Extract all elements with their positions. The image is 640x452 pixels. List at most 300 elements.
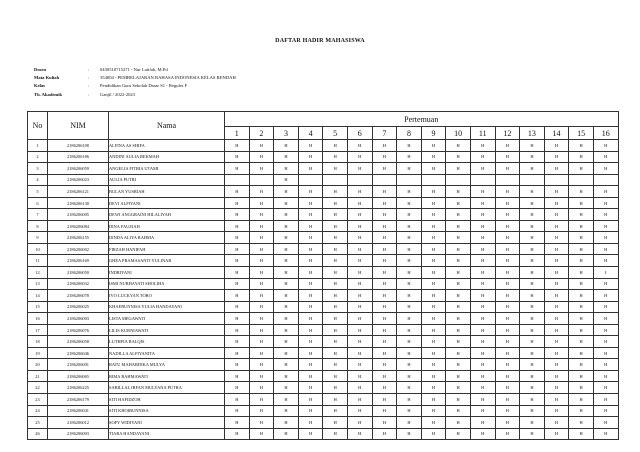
attendance-mark: H — [347, 417, 372, 429]
attendance-mark: H — [593, 405, 618, 417]
attendance-mark: H — [274, 209, 299, 221]
attendance-mark: H — [520, 324, 545, 336]
row-number: 23 — [28, 394, 48, 406]
attendance-mark: H — [397, 151, 422, 163]
attendance-mark: H — [593, 428, 618, 440]
attendance-mark: H — [347, 243, 372, 255]
attendance-mark: H — [323, 359, 348, 371]
attendance-mark: H — [421, 255, 446, 267]
attendance-mark: H — [520, 151, 545, 163]
attendance-mark: H — [249, 370, 274, 382]
row-number: 6 — [28, 197, 48, 209]
attendance-mark: H — [323, 394, 348, 406]
attendance-mark: H — [225, 220, 250, 232]
meta-row-dosen — [34, 66, 236, 74]
attendance-mark: H — [593, 290, 618, 302]
student-name: GHEA PRAMASANTI YULINAR — [109, 255, 225, 267]
attendance-mark: H — [470, 370, 495, 382]
student-name: FIRZAH HANIFAH — [109, 243, 225, 255]
attendance-mark: H — [421, 405, 446, 417]
student-name: LISTA MEGAWATI — [109, 313, 225, 325]
student-nim: 2186206023 — [48, 174, 109, 186]
attendance-mark: H — [593, 359, 618, 371]
attendance-mark: H — [225, 417, 250, 429]
attendance-mark: H — [323, 428, 348, 440]
row-number: 19 — [28, 347, 48, 359]
attendance-mark: H — [323, 220, 348, 232]
table-row — [28, 370, 619, 382]
attendance-mark: H — [298, 394, 323, 406]
table-row — [28, 278, 619, 290]
attendance-mark: H — [569, 324, 594, 336]
meeting-number: 4 — [298, 127, 323, 140]
meeting-number: 9 — [421, 127, 446, 140]
attendance-mark: H — [520, 278, 545, 290]
attendance-mark: H — [593, 324, 618, 336]
attendance-mark: H — [593, 370, 618, 382]
attendance-mark: H — [274, 405, 299, 417]
attendance-mark: H — [323, 186, 348, 198]
attendance-mark: H — [544, 347, 569, 359]
attendance-mark: H — [397, 394, 422, 406]
attendance-mark: H — [520, 243, 545, 255]
page-title: DAFTAR HADIR MAHASISWA — [275, 38, 365, 44]
student-nim: 2186206001 — [48, 359, 109, 371]
attendance-mark: H — [421, 232, 446, 244]
attendance-mark: H — [249, 278, 274, 290]
attendance-mark: H — [347, 220, 372, 232]
attendance-mark — [495, 174, 520, 186]
attendance-mark: H — [274, 186, 299, 198]
attendance-mark: H — [347, 428, 372, 440]
attendance-mark: H — [274, 151, 299, 163]
table-row — [28, 336, 619, 348]
attendance-mark: H — [323, 278, 348, 290]
meeting-number: 7 — [372, 127, 397, 140]
student-nim: 2186206078 — [48, 290, 109, 302]
student-name: DINA FAUZIAH — [109, 220, 225, 232]
attendance-mark: H — [397, 186, 422, 198]
attendance-mark: H — [544, 359, 569, 371]
student-nim: 2186206130 — [48, 197, 109, 209]
attendance-mark: H — [274, 394, 299, 406]
table-row — [28, 347, 619, 359]
attendance-mark: H — [397, 428, 422, 440]
attendance-mark: H — [397, 359, 422, 371]
attendance-mark: H — [225, 324, 250, 336]
attendance-mark: H — [470, 140, 495, 152]
attendance-mark: H — [421, 151, 446, 163]
attendance-mark: H — [323, 324, 348, 336]
attendance-mark — [323, 174, 348, 186]
meta-label: Kelas — [34, 83, 45, 89]
attendance-mark: H — [372, 163, 397, 175]
attendance-mark: H — [520, 267, 545, 279]
attendance-mark: H — [298, 428, 323, 440]
attendance-mark: H — [593, 151, 618, 163]
table-row — [28, 163, 619, 175]
attendance-mark: H — [323, 243, 348, 255]
attendance-mark: H — [323, 370, 348, 382]
student-name: SITI KHOIRUNNISA — [109, 405, 225, 417]
student-nim: 2186206108 — [48, 140, 109, 152]
attendance-mark: H — [347, 324, 372, 336]
table-row — [28, 267, 619, 279]
attendance-mark: H — [372, 394, 397, 406]
attendance-mark: H — [470, 290, 495, 302]
attendance-mark: H — [298, 220, 323, 232]
attendance-mark: H — [495, 336, 520, 348]
row-number: 1 — [28, 140, 48, 152]
attendance-mark: H — [544, 382, 569, 394]
attendance-mark: H — [397, 382, 422, 394]
attendance-mark — [593, 174, 618, 186]
header-nama: Nama — [109, 112, 225, 140]
attendance-mark: H — [569, 163, 594, 175]
attendance-mark — [446, 174, 471, 186]
attendance-mark: H — [421, 209, 446, 221]
table-row — [28, 209, 619, 221]
attendance-mark: H — [569, 359, 594, 371]
student-nim: 2186206155 — [48, 232, 109, 244]
meta-row-tahun-akademik — [34, 91, 236, 99]
attendance-mark: H — [249, 359, 274, 371]
attendance-mark: H — [397, 220, 422, 232]
meta-row-mata-kuliah — [34, 74, 236, 82]
student-nim: 2186206169 — [48, 255, 109, 267]
attendance-mark: H — [249, 220, 274, 232]
attendance-mark: H — [520, 394, 545, 406]
attendance-mark: H — [274, 255, 299, 267]
attendance-mark: H — [421, 394, 446, 406]
attendance-mark: H — [544, 267, 569, 279]
attendance-mark: H — [249, 140, 274, 152]
attendance-mark: H — [225, 382, 250, 394]
attendance-mark: H — [495, 382, 520, 394]
attendance-mark: H — [544, 220, 569, 232]
table-row — [28, 174, 619, 186]
student-nim: 2186206003 — [48, 313, 109, 325]
attendance-mark: H — [446, 255, 471, 267]
attendance-mark: H — [421, 301, 446, 313]
meeting-number: 5 — [323, 127, 348, 140]
attendance-mark: H — [446, 232, 471, 244]
attendance-mark: H — [225, 267, 250, 279]
attendance-mark: H — [421, 347, 446, 359]
attendance-mark: H — [495, 347, 520, 359]
attendance-mark: H — [470, 359, 495, 371]
attendance-mark: H — [593, 417, 618, 429]
row-number: 12 — [28, 267, 48, 279]
attendance-mark: H — [593, 347, 618, 359]
attendance-mark: H — [421, 163, 446, 175]
attendance-mark: H — [421, 370, 446, 382]
attendance-mark: H — [544, 336, 569, 348]
attendance-mark: H — [470, 428, 495, 440]
attendance-mark: H — [446, 382, 471, 394]
attendance-mark: H — [470, 394, 495, 406]
attendance-mark: H — [274, 220, 299, 232]
attendance-mark: H — [372, 209, 397, 221]
attendance-mark: H — [347, 394, 372, 406]
meta-colon: : — [88, 83, 90, 89]
student-nim: 2186206046 — [48, 347, 109, 359]
attendance-mark: H — [249, 151, 274, 163]
attendance-mark: H — [347, 347, 372, 359]
attendance-mark: H — [323, 163, 348, 175]
attendance-mark: H — [446, 290, 471, 302]
attendance-mark: H — [249, 382, 274, 394]
attendance-mark: H — [225, 186, 250, 198]
attendance-mark: H — [249, 313, 274, 325]
attendance-mark: H — [544, 255, 569, 267]
attendance-mark: H — [397, 278, 422, 290]
attendance-mark: H — [544, 324, 569, 336]
student-name: BULAN YUSRIAH — [109, 186, 225, 198]
meta-value: 0430510715271 - Nur Latifah, M.Pd — [100, 67, 168, 72]
attendance-mark: H — [569, 405, 594, 417]
attendance-mark: H — [569, 301, 594, 313]
attendance-mark: H — [593, 382, 618, 394]
attendance-mark: H — [569, 313, 594, 325]
student-name: RATU MAHARDIKA MULYA — [109, 359, 225, 371]
attendance-mark: H — [569, 428, 594, 440]
attendance-mark: H — [544, 243, 569, 255]
row-number: 3 — [28, 163, 48, 175]
table-row — [28, 417, 619, 429]
student-name: DEWI ANGGRAINI HILALIYAH — [109, 209, 225, 221]
attendance-mark: H — [593, 255, 618, 267]
attendance-mark: H — [323, 267, 348, 279]
attendance-mark: H — [569, 220, 594, 232]
attendance-mark: H — [372, 301, 397, 313]
row-number: 20 — [28, 359, 48, 371]
attendance-mark: H — [298, 243, 323, 255]
meeting-number: 13 — [520, 127, 545, 140]
attendance-mark: H — [446, 313, 471, 325]
attendance-mark: H — [274, 417, 299, 429]
attendance-mark: H — [569, 290, 594, 302]
attendance-mark: H — [470, 220, 495, 232]
attendance-mark: H — [520, 301, 545, 313]
attendance-mark: H — [520, 417, 545, 429]
table-row — [28, 232, 619, 244]
attendance-mark: H — [446, 140, 471, 152]
attendance-mark: H — [372, 220, 397, 232]
attendance-mark: H — [421, 290, 446, 302]
attendance-mark: H — [446, 301, 471, 313]
attendance-mark: H — [470, 382, 495, 394]
attendance-mark: H — [520, 209, 545, 221]
student-name: SOFY WIDIYANI — [109, 417, 225, 429]
attendance-mark: H — [544, 405, 569, 417]
attendance-mark: H — [298, 186, 323, 198]
attendance-mark: H — [569, 370, 594, 382]
attendance-mark: H — [544, 232, 569, 244]
attendance-mark: H — [372, 232, 397, 244]
attendance-mark: H — [249, 324, 274, 336]
attendance-mark: H — [495, 313, 520, 325]
attendance-mark: H — [470, 163, 495, 175]
attendance-mark: H — [593, 336, 618, 348]
attendance-mark: H — [470, 186, 495, 198]
attendance-mark — [347, 174, 372, 186]
attendance-mark: H — [544, 417, 569, 429]
meta-value: 354004 - PEMBELAJARAN BAHASA INDONESIA KELAS RENDAH — [100, 75, 236, 81]
attendance-mark: I — [593, 267, 618, 279]
attendance-mark: H — [544, 301, 569, 313]
attendance-mark: H — [347, 405, 372, 417]
attendance-mark: H — [397, 197, 422, 209]
attendance-mark: H — [347, 267, 372, 279]
attendance-mark: H — [446, 267, 471, 279]
attendance-mark: H — [298, 301, 323, 313]
meeting-number: 11 — [470, 127, 495, 140]
meeting-number: 1 — [225, 127, 250, 140]
attendance-mark: H — [495, 232, 520, 244]
meeting-number: 8 — [397, 127, 422, 140]
attendance-mark: H — [225, 209, 250, 221]
attendance-mark: H — [593, 220, 618, 232]
attendance-mark: H — [347, 290, 372, 302]
attendance-mark: H — [421, 197, 446, 209]
attendance-mark: H — [298, 417, 323, 429]
meta-label: Th. Akademik — [34, 91, 63, 97]
attendance-mark: H — [520, 140, 545, 152]
student-nim: 2186206058 — [48, 336, 109, 348]
attendance-mark: H — [347, 140, 372, 152]
attendance-mark: H — [397, 324, 422, 336]
attendance-mark: H — [520, 347, 545, 359]
student-name: ANGELIA FITRIA UTAMI — [109, 163, 225, 175]
attendance-mark: H — [298, 197, 323, 209]
attendance-mark: H — [544, 186, 569, 198]
student-nim: 2186206032 — [48, 278, 109, 290]
attendance-mark: H — [593, 186, 618, 198]
attendance-mark: H — [397, 163, 422, 175]
attendance-mark: H — [569, 151, 594, 163]
attendance-mark: H — [446, 186, 471, 198]
student-nim: 2186206225 — [48, 382, 109, 394]
attendance-mark: H — [495, 209, 520, 221]
attendance-mark: H — [372, 140, 397, 152]
attendance-mark: H — [274, 290, 299, 302]
attendance-mark: H — [421, 359, 446, 371]
attendance-mark: H — [372, 347, 397, 359]
attendance-mark: H — [249, 197, 274, 209]
attendance-mark: H — [495, 301, 520, 313]
row-number: 18 — [28, 336, 48, 348]
attendance-mark: H — [274, 174, 299, 186]
attendance-mark: H — [298, 255, 323, 267]
meeting-number: 15 — [569, 127, 594, 140]
attendance-mark: H — [495, 186, 520, 198]
meta-colon: : — [88, 75, 90, 81]
student-nim: 2186206025 — [48, 301, 109, 313]
row-number: 15 — [28, 301, 48, 313]
meta-value: Pendidikan Guru Sekolah Dasar S1 - Reguler F — [100, 83, 188, 89]
row-number: 16 — [28, 313, 48, 325]
attendance-mark: H — [323, 313, 348, 325]
attendance-mark: H — [274, 232, 299, 244]
attendance-mark: H — [249, 209, 274, 221]
attendance-mark: H — [421, 220, 446, 232]
attendance-mark: H — [520, 313, 545, 325]
attendance-mark: H — [446, 417, 471, 429]
meeting-number: 6 — [347, 127, 372, 140]
attendance-mark: H — [569, 186, 594, 198]
student-nim: 2186206050 — [48, 267, 109, 279]
attendance-mark: H — [274, 359, 299, 371]
attendance-mark — [372, 174, 397, 186]
attendance-mark: H — [298, 370, 323, 382]
attendance-mark: H — [323, 209, 348, 221]
attendance-mark: H — [470, 209, 495, 221]
attendance-mark: H — [397, 301, 422, 313]
row-number: 7 — [28, 209, 48, 221]
attendance-mark: H — [495, 417, 520, 429]
attendance-mark: H — [397, 232, 422, 244]
attendance-mark: H — [347, 278, 372, 290]
attendance-mark: H — [397, 347, 422, 359]
attendance-mark: H — [372, 359, 397, 371]
table-row — [28, 394, 619, 406]
attendance-mark: H — [225, 347, 250, 359]
attendance-mark: H — [446, 336, 471, 348]
table-row — [28, 186, 619, 198]
row-number: 8 — [28, 220, 48, 232]
attendance-mark: H — [323, 382, 348, 394]
attendance-mark: H — [593, 313, 618, 325]
table-row — [28, 313, 619, 325]
row-number: 14 — [28, 290, 48, 302]
attendance-mark: H — [274, 313, 299, 325]
meta-row-kelas — [34, 82, 236, 90]
attendance-mark: H — [274, 243, 299, 255]
table-row — [28, 428, 619, 440]
attendance-mark: H — [593, 394, 618, 406]
attendance-mark: H — [470, 313, 495, 325]
attendance-mark: H — [372, 336, 397, 348]
attendance-mark: H — [249, 417, 274, 429]
meta-label: Dosen — [34, 67, 46, 72]
attendance-mark: H — [495, 324, 520, 336]
attendance-mark: H — [470, 336, 495, 348]
student-name: ALFINA AS SHIFA — [109, 140, 225, 152]
attendance-table — [27, 111, 619, 440]
student-name: SABILLAL IRFAN MULYANA PUTRA — [109, 382, 225, 394]
attendance-mark: H — [421, 313, 446, 325]
attendance-mark: H — [225, 370, 250, 382]
attendance-mark: H — [569, 347, 594, 359]
student-name: LUTHFIA BALQIS — [109, 336, 225, 348]
attendance-mark — [397, 174, 422, 186]
attendance-mark: H — [569, 394, 594, 406]
attendance-mark: H — [225, 151, 250, 163]
row-number: 2 — [28, 151, 48, 163]
attendance-mark: H — [249, 186, 274, 198]
attendance-mark: H — [470, 243, 495, 255]
attendance-mark: H — [298, 151, 323, 163]
attendance-mark: H — [274, 382, 299, 394]
attendance-mark: H — [225, 140, 250, 152]
attendance-mark: H — [520, 220, 545, 232]
attendance-mark — [544, 174, 569, 186]
attendance-mark: H — [298, 232, 323, 244]
attendance-mark: H — [347, 301, 372, 313]
attendance-mark: H — [446, 278, 471, 290]
attendance-mark: H — [569, 382, 594, 394]
